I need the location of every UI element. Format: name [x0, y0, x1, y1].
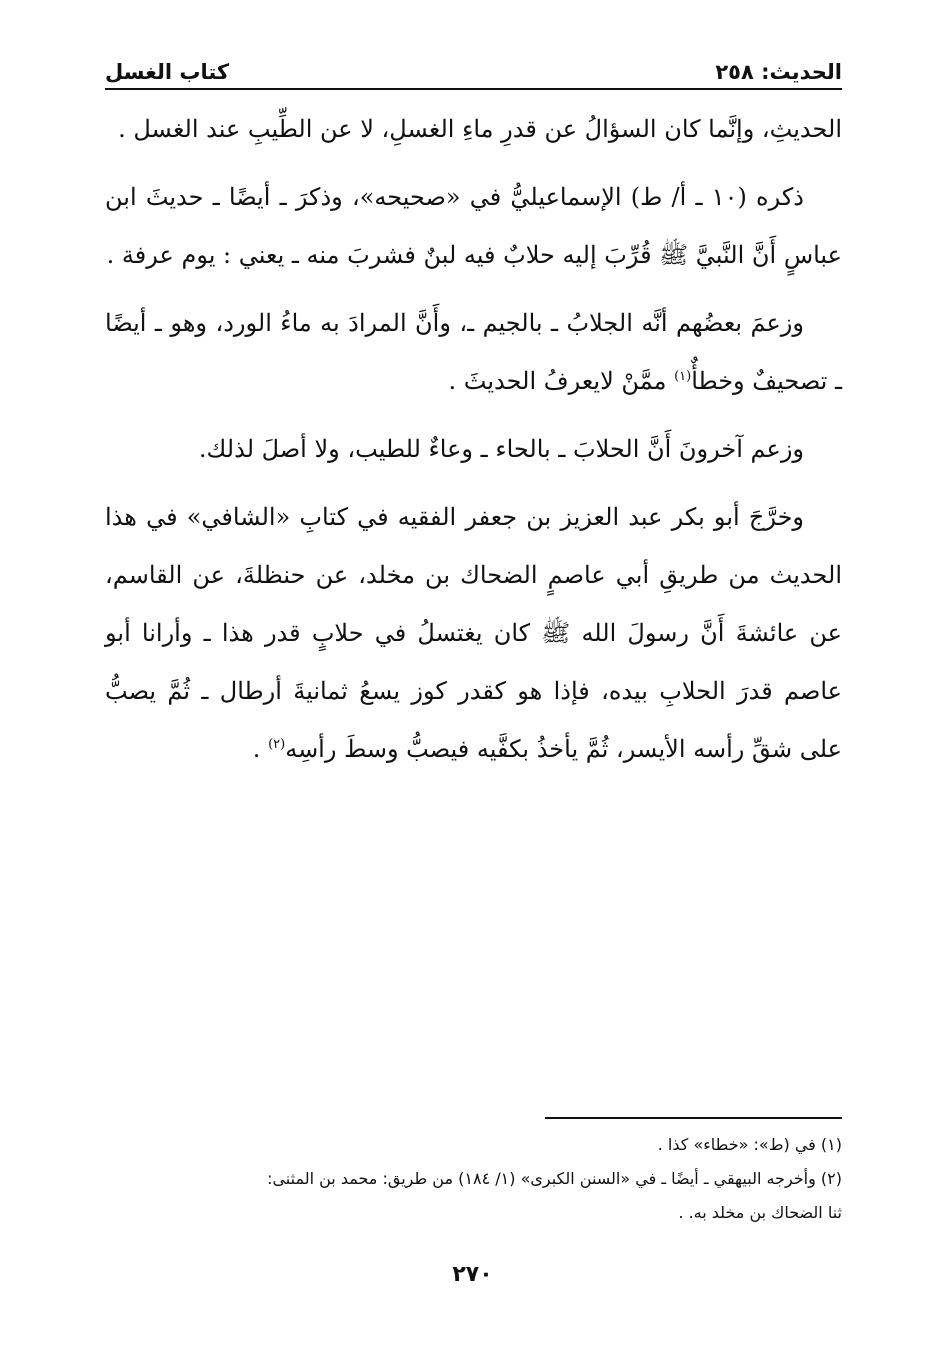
- paragraph-3: وزعمَ بعضُهم أنَّه الجلابُ ـ بالجيم ـ، وأَنَّ المرادَ به ماءُ الورد، وهو ـ أيضًا ـ تصحيفٌ وخطأٌ$^{(١)}$ ممَّنْ لايعرفُ الحديثَ .: [105, 309, 842, 395]
- footnote-2-continuation: ثنا الضحاك بن مخلد به. .: [678, 1203, 842, 1222]
- footnotes: [105, 1128, 842, 1230]
- footnote-2: (٢) وأخرجه البيهقي ـ أيضًا ـ في «السنن الكبرى» (١/ ١٨٤) من طريق: محمد بن المثنى:: [267, 1169, 842, 1188]
- running-header: [105, 48, 842, 90]
- paragraph-5: وخرَّجَ أبو بكر عبد العزيز بن جعفر الفقيه في كتابِ «الشافي» في هذا الحديث من طريقِ أبي عاصمٍ الضحاك بن مخلد، عن حنظلةَ، عن القاسم، عن عائشةَ أَنَّ رسولَ الله ﷺ كان يغتسلُ في حلابٍ قدر هذا ـ وأرانا أبو عاصم قدرَ الحلابِ بيده، فإذا هو كقدر كوز يسعُ ثمانيةَ أرطال ـ ثُمَّ يصبُّ على شقِّ رأسه الأيسر، ثُمَّ يأخذُ بكفَّيه فيصبُّ وسطَ رأسِه$^{(٢)}$ .: [105, 503, 842, 763]
- paragraph-4: وزعم آخرونَ أَنَّ الحلابَ ـ بالحاء ـ وعاءٌ للطيب، ولا أصلَ لذلك.: [198, 435, 804, 463]
- book-title: كتاب الغسل: [105, 60, 230, 84]
- footnote-separator: [545, 1117, 842, 1119]
- footnote-ref-2[interactable]: (٢): [268, 737, 286, 752]
- page-number: ٢٧٠: [452, 1262, 493, 1287]
- hadith-number-label: الحديث: ٢٥٨: [715, 60, 842, 84]
- footnote-ref-1[interactable]: (١): [674, 369, 692, 384]
- footnote-1: (١) في (ط»: «خطاء» كذا .: [657, 1135, 842, 1154]
- main-text: [105, 100, 842, 788]
- paragraph-1: الحديثِ، وإنَّما كان السؤالُ عن قدرِ ماءِ الغسلِ، لا عن الطِّيبِ عند الغسل .: [118, 115, 842, 143]
- paragraph-2: ذكره (١٠ ـ أ/ ط) الإسماعيليُّ في «صحيحه»، وذكرَ ـ أيضًا ـ حديثَ ابن عباسٍ أَنَّ النَّبيَّ ﷺ قُرِّبَ إليه حلابٌ فيه لبنٌ فشربَ منه ـ يعني : يوم عرفة .: [105, 183, 842, 269]
